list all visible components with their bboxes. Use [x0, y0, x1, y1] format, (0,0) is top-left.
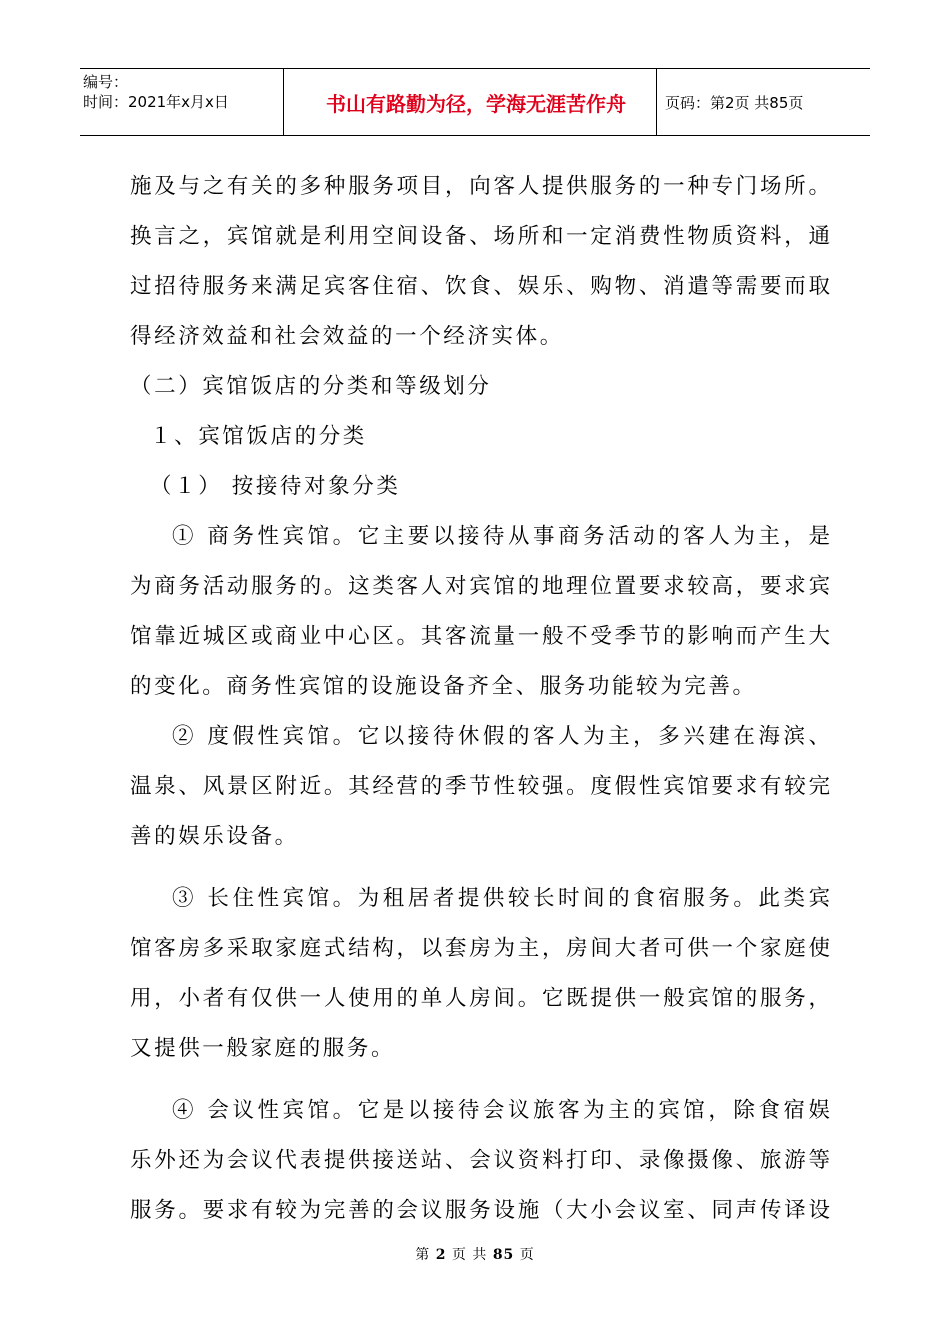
section-heading: （二）宾馆饭店的分类和等级划分 — [130, 374, 492, 399]
header-page-info: 页码：第2页 共85页 — [665, 93, 804, 112]
page-footer — [0, 1244, 950, 1264]
footer-prefix: 第 — [415, 1247, 431, 1263]
header-motto-cell — [284, 69, 657, 135]
footer-middle: 页 共 — [451, 1247, 488, 1263]
subsubsection-heading: （１） 按接待对象分类 — [150, 474, 401, 499]
body-line: ④ 会议性宾馆。它是以接待会议旅客为主的宾馆，除食宿娱 — [172, 1098, 830, 1123]
body-line: 为商务活动服务的。这类客人对宾馆的地理位置要求较高，要求宾 — [130, 574, 830, 599]
body-line: 温泉、风景区附近。其经营的季节性较强。度假性宾馆要求有较完 — [130, 774, 830, 799]
footer-current-page: 2 — [435, 1247, 447, 1263]
body-line: ② 度假性宾馆。它以接待休假的客人为主，多兴建在海滨、 — [172, 724, 830, 749]
body-line: 又提供一般家庭的服务。 — [130, 1036, 396, 1061]
body-line: ① 商务性宾馆。它主要以接待从事商务活动的客人为主，是 — [172, 524, 830, 549]
subsection-heading: １、宾馆饭店的分类 — [150, 424, 367, 449]
footer-suffix: 页 — [519, 1247, 535, 1263]
body-line: 的变化。商务性宾馆的设施设备齐全、服务功能较为完善。 — [130, 674, 757, 699]
body-line: 服务。要求有较为完善的会议服务设施（大小会议室、同声传译设 — [130, 1198, 830, 1223]
page-header — [80, 68, 870, 136]
body-line: ③ 长住性宾馆。为租居者提供较长时间的食宿服务。此类宾 — [172, 886, 830, 911]
body-line: 得经济效益和社会效益的一个经济实体。 — [130, 324, 564, 349]
body-line: 馆靠近城区或商业中心区。其客流量一般不受季节的影响而产生大 — [130, 624, 830, 649]
document-number-label: 编号： — [83, 73, 129, 91]
body-line: 过招待服务来满足宾客住宿、饮食、娱乐、购物、消遣等需要而取 — [130, 274, 830, 299]
body-line: 施及与之有关的多种服务项目，向客人提供服务的一种专门场所。 — [130, 174, 830, 199]
document-body — [130, 162, 830, 1236]
header-motto: 书山有路勤为径，学海无涯苦作舟 — [326, 91, 626, 116]
body-line: 乐外还为会议代表提供接送站、会议资料打印、录像摄像、旅游等 — [130, 1148, 830, 1173]
header-page-cell — [657, 69, 870, 135]
footer-total-pages: 85 — [492, 1247, 515, 1263]
body-line: 馆客房多采取家庭式结构，以套房为主，房间大者可供一个家庭使 — [130, 936, 830, 961]
body-line: 换言之，宾馆就是利用空间设备、场所和一定消费性物质资料，通 — [130, 224, 830, 249]
header-meta-cell — [80, 69, 284, 135]
document-date: 时间：2021年x月x日 — [83, 93, 229, 111]
body-line: 善的娱乐设备。 — [130, 824, 299, 849]
body-line: 用，小者有仅供一人使用的单人房间。它既提供一般宾馆的服务， — [130, 986, 830, 1011]
